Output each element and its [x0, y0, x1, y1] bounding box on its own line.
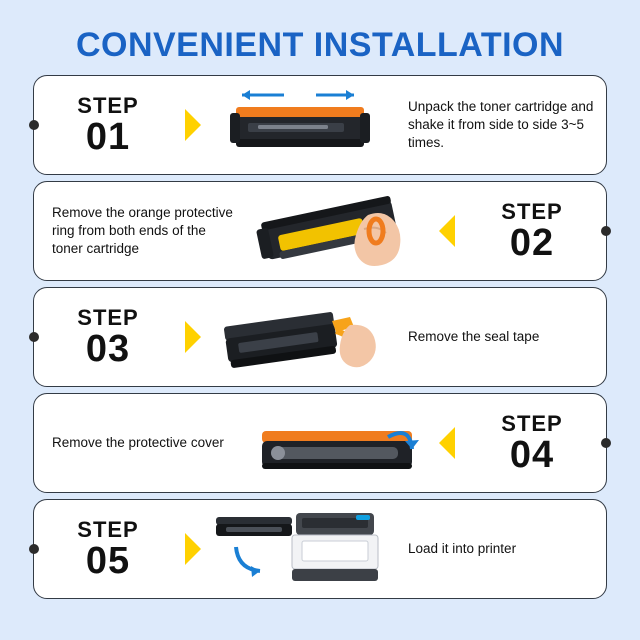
step-row [33, 287, 607, 387]
connector-dot [29, 120, 39, 130]
connector-dot [601, 438, 611, 448]
steps-list [33, 75, 607, 599]
step-number: 05 [85, 539, 131, 582]
step-number: 01 [85, 115, 131, 158]
step-illustration [246, 394, 436, 492]
step-word: STEP [77, 92, 139, 118]
chevron-left-icon [436, 423, 458, 463]
step-word: STEP [77, 304, 139, 330]
step-row [33, 75, 607, 175]
page-title: CONVENIENT INSTALLATION [75, 26, 565, 64]
connector-dot [29, 332, 39, 342]
chevron-right-icon [182, 105, 204, 145]
step-illustration [204, 288, 394, 386]
step-number: 03 [85, 327, 131, 370]
chevron-left-icon [436, 211, 458, 251]
chevron-right-icon [182, 317, 204, 357]
step-illustration [246, 182, 436, 280]
step-row [33, 393, 607, 493]
step-description: Unpack the toner cartridge and shake it from side to side 3~5 times. [408, 98, 594, 151]
step-label-block [458, 182, 606, 280]
step-word: STEP [77, 516, 139, 542]
step-number: 02 [509, 221, 555, 264]
step-illustration [204, 76, 394, 174]
connector-dot [29, 544, 39, 554]
step-label-block [458, 394, 606, 492]
step-description: Remove the seal tape [408, 328, 540, 344]
step-word: STEP [501, 410, 563, 436]
step-label-block [34, 500, 182, 598]
step-description: Remove the orange protective ring from both ends of the toner cartridge [52, 204, 233, 257]
step-word: STEP [501, 198, 563, 224]
step-illustration [204, 500, 394, 598]
step-row [33, 181, 607, 281]
step-label-block [34, 76, 182, 174]
step-description: Remove the protective cover [52, 434, 224, 450]
step-number: 04 [509, 433, 555, 476]
step-row [33, 499, 607, 599]
chevron-right-icon [182, 529, 204, 569]
step-description: Load it into printer [408, 540, 517, 556]
step-label-block [34, 288, 182, 386]
connector-dot [601, 226, 611, 236]
